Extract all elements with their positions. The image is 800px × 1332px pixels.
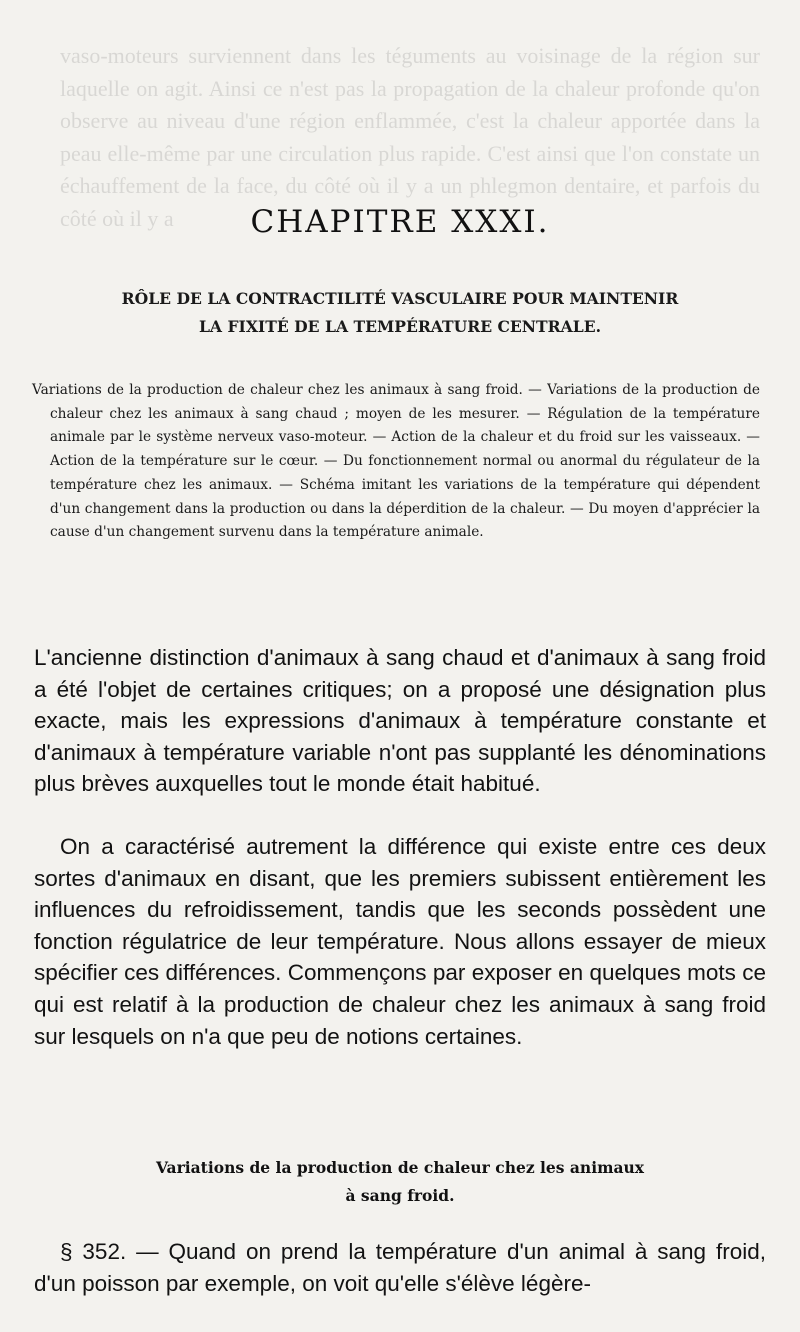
- chapter-subtitle: [40, 285, 760, 341]
- section-heading-line-2: à sang froid.: [345, 1186, 455, 1205]
- chapter-subtitle-line-2: LA FIXITÉ DE LA TEMPÉRATURE CENTRALE.: [198, 317, 602, 336]
- chapter-summary: Variations de la production de chaleur chez les animaux à sang froid. — Variations de la production de chaleur chez les animaux à sang chaud ; moyen de les mesurer. — Régulation de la température animale par le système nerveux vaso-moteur. — Action de la chaleur et du froid sur les vaisseaux. — Action de la température sur le cœur. — Du fonctionnement normal ou anormal du régulateur de la température chez les animaux. — Schéma imitant les variations de la température qui dépendent d'un changement dans la production ou dans la déperdition de la chaleur. — Du moyen d'apprécier la cause d'un changement survenu dans la température animale.: [32, 382, 760, 541]
- paragraph-1: L'ancienne distinction d'animaux à sang chaud et d'animaux à sang froid a été l'objet de certaines critiques; on a proposé une désignation plus exacte, mais les expressions d'animaux à température constante et d'animaux à température variable n'ont pas supplanté les dénominations plus brèves auxquelles tout le monde était habitué.: [34, 645, 766, 797]
- chapter-title: CHAPITRE XXXI.: [250, 204, 550, 240]
- section-heading-line-1: Variations de la production de chaleur chez les animaux: [155, 1158, 645, 1177]
- bleed-through-paragraph: vaso-moteurs surviennent dans les téguments au voisinage de la région sur laquelle on agit. Ainsi ce n'est pas la propagation de la chaleur profonde qu'on observe au niveau d'une région enflammée, c'est la chaleur apportée dans la peau elle-même par une circulation plus rapide. C'est ainsi que l'on constate un échauffement de la face, du côté où il y a un phlegmon dentaire, et parfois du côté où il y a: [60, 43, 760, 231]
- paragraph-352: § 352. — Quand on prend la température d'un animal à sang froid, d'un poisson par exemple, on voit qu'elle s'élève légère-: [34, 1239, 766, 1296]
- chapter-subtitle-line-1: RÔLE DE LA CONTRACTILITÉ VASCULAIRE POUR MAINTENIR: [121, 289, 679, 308]
- section-heading: [60, 1154, 740, 1210]
- paragraph-2: On a caractérisé autrement la différence qui existe entre ces deux sortes d'animaux en disant, que les premiers subissent entièrement les influences du refroidissement, tandis que les seconds possèdent une fonction régulatrice de leur température. Nous allons essayer de mieux spécifier ces différences. Commençons par exposer en quelques mots ce qui est relatif à la production de chaleur chez les animaux à sang froid sur lesquels on n'a que peu de notions certaines.: [34, 834, 766, 1049]
